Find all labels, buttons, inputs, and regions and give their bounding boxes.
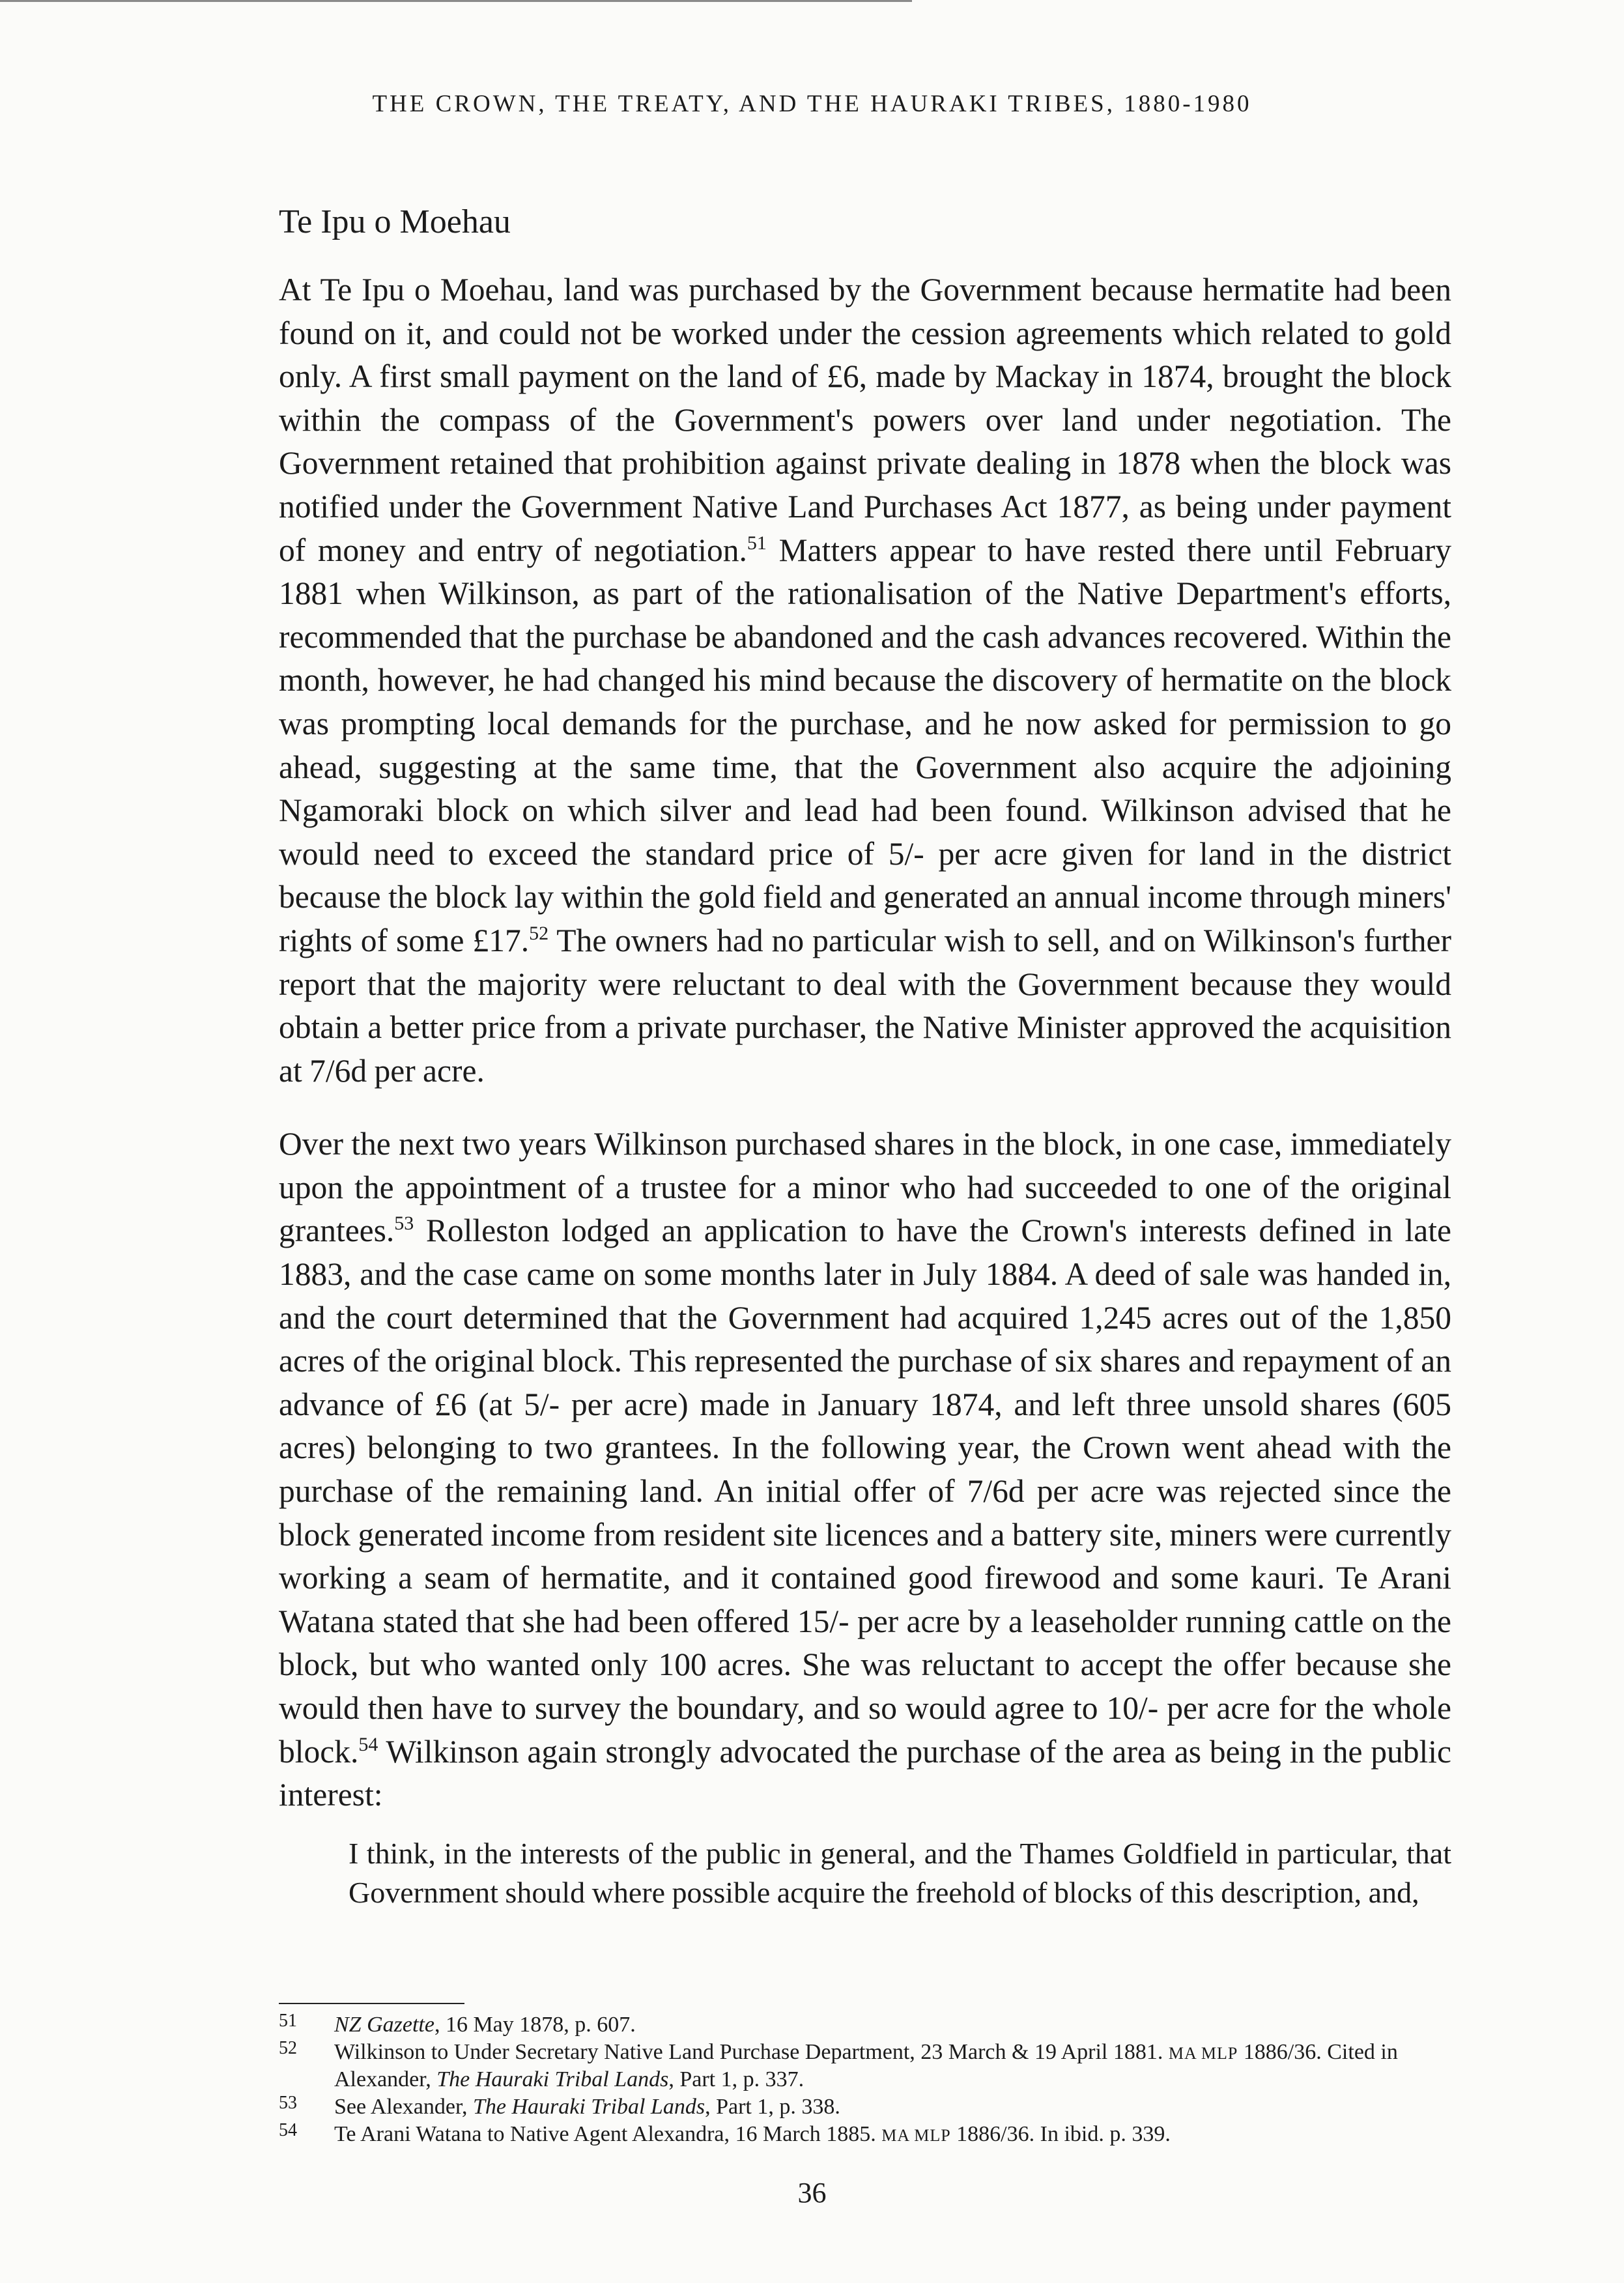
section-heading: Te Ipu o Moehau <box>279 203 511 240</box>
footnote-text: See Alexander, <box>334 2095 473 2119</box>
footnote-51 <box>279 2012 1451 2038</box>
footnote-archive-ref: MA MLP <box>881 2126 951 2145</box>
footnote-ref-52[interactable]: 52 <box>529 922 549 944</box>
footnote-number: 53 <box>279 2093 297 2113</box>
paragraph-1-part-3: The owners had no particular wish to sell, and on Wilkinson's further report that the majority were reluctant to deal with the Government because they would obtain a better price from a private purchaser, the Native Minister approved the acquisition at 7/6d per acre. <box>279 922 1451 1089</box>
footnote-text: Te Arani Watana to Native Agent Alexandra, 16 March 1885. <box>334 2122 882 2146</box>
footnote-54 <box>279 2121 1451 2149</box>
footnote-text: 1886/36. Cited in Alexander, <box>334 2040 1398 2091</box>
footnote-ref-54[interactable]: 54 <box>358 1733 378 1755</box>
running-head: THE CROWN, THE TREATY, AND THE HAURAKI TRIBES, 1880-1980 <box>372 91 1252 117</box>
top-edge-rule <box>0 0 912 2</box>
footnote-text: , 16 May 1878, p. 607. <box>434 2013 636 2037</box>
footnote-ref-53[interactable]: 53 <box>394 1213 414 1235</box>
footnote-italic: The Hauraki Tribal Lands <box>472 2095 705 2119</box>
footnote-italic: NZ Gazette <box>334 2013 434 2037</box>
paragraph-1-part-1: At Te Ipu o Moehau, land was purchased by the Government because hermatite had been found on it, and could not be worked under the cession agreements which related to gold only. A first small payment on the land of £6, made by Mackay in 1874, brought the block within the compass of the Government's powers over land under negotiation. The Government retained that prohibition against private dealing in 1878 when the block was notified under the Government Native Land Purchases Act 1877, as being under payment of money and entry of negotiation. <box>279 272 1451 568</box>
footnote-number: 51 <box>279 2011 297 2031</box>
footnote-52 <box>279 2039 1451 2093</box>
footnote-53 <box>279 2094 1451 2120</box>
footnote-rule <box>279 2003 464 2004</box>
footnote-text: , Part 1, p. 338. <box>705 2095 840 2119</box>
footnote-text: , Part 1, p. 337. <box>668 2067 805 2091</box>
footnote-archive-ref: MA MLP <box>1168 2044 1238 2063</box>
footnote-text: 1886/36. In ibid. p. 339. <box>950 2122 1171 2146</box>
footnote-number: 52 <box>279 2038 297 2058</box>
page-body <box>279 186 1451 1912</box>
paragraph-1-part-2: Matters appear to have rested there until February 1881 when Wilkinson, as part of the rationalisation of the Native Department's efforts, recommended that the purchase be abandoned and the cash advances recovered. Within the month, however, he had changed his mind because the discovery of hermatite on the block was prompting local demands for the purchase, and he now asked for permission to go ahead, suggesting at the same time, that the Government also acquire the adjoining Ngamoraki block on which silver and lead had been found. Wilkinson advised that he would need to exceed the standard price of 5/- per acre given for land in the district because the block lay within the gold field and generated an annual income through miners' rights of some £17. <box>279 532 1451 958</box>
footnote-number: 54 <box>279 2120 297 2140</box>
page-number: 36 <box>797 2177 827 2209</box>
paragraph-2-part-1: Over the next two years Wilkinson purchased shares in the block, in one case, immediately upon the appointment of a trustee for a minor who had succeeded to one of the original grantees. <box>279 1126 1451 1249</box>
footnotes <box>279 2012 1451 2150</box>
footnote-italic: The Hauraki Tribal Lands <box>436 2067 669 2091</box>
paragraph-1 <box>279 268 1451 1093</box>
paragraph-2-part-3: Wilkinson again strongly advocated the purchase of the area as being in the public interest: <box>279 1733 1452 1813</box>
paragraph-2 <box>279 1123 1451 1817</box>
footnote-ref-51[interactable]: 51 <box>747 532 767 554</box>
block-quote: I think, in the interests of the public in general, and the Thames Goldfield in particular, that Government should where possible acquire the freehold of blocks of this description, and, <box>349 1836 1451 1909</box>
footnote-text: Wilkinson to Under Secretary Native Land Purchase Department, 23 March & 19 April 1881. <box>334 2040 1169 2064</box>
paragraph-2-part-2: Rolleston lodged an application to have the Crown's interests defined in late 1883, and the case came on some months later in July 1884. A deed of sale was handed in, and the court determined that the Government had acquired 1,245 acres out of the 1,850 acres of the original block. This represented the purchase of six shares and repayment of an advance of £6 (at 5/- per acre) made in January 1874, and left three unsold shares (605 acres) belonging to two grantees. In the following year, the Crown went ahead with the purchase of the remaining land. An initial offer of 7/6d per acre was rejected since the block generated income from resident site licences and a battery site, miners were currently working a seam of hermatite, and it contained good firewood and some kauri. Te Arani Watana stated that she had been offered 15/- per acre by a leaseholder running cattle on the block, but who wanted only 100 acres. She was reluctant to accept the offer because she would then have to survey the boundary, and so would agree to 10/- per acre for the whole block. <box>279 1213 1451 1770</box>
